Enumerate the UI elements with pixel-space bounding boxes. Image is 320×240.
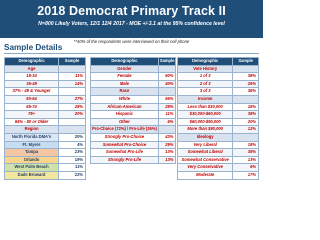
category-vote-history: Vote History [178, 65, 233, 73]
row-value [59, 88, 86, 96]
region-label: North Florida DMA's [5, 133, 59, 141]
report-title: 2018 Democrat Primary Track II [37, 4, 226, 18]
region-row [5, 133, 86, 141]
row-value [59, 118, 86, 126]
row-label: Very Liberal [178, 141, 233, 149]
row-label: Strongly Pro-Choice [91, 133, 159, 141]
row-value: 28% [59, 103, 86, 111]
table-row [5, 118, 86, 126]
report-header [0, 0, 263, 38]
row-value: 12% [233, 126, 259, 134]
row-label: 37% - 49 & Younger [5, 88, 59, 96]
category-row [91, 126, 176, 134]
row-value: 28% [158, 103, 176, 111]
cell-phone-note: **40% of the respondents were interviewed on their cell phone [73, 39, 190, 44]
table-row [91, 103, 176, 111]
row-label: 35-49 [5, 80, 59, 88]
region-row [5, 149, 86, 157]
vote-income-table [177, 57, 259, 180]
row-value: 36% [233, 88, 259, 96]
section-title: Sample Details [4, 43, 63, 52]
row-value: 11% [158, 111, 176, 119]
table-row [5, 95, 86, 103]
row-value: 20% [59, 111, 86, 119]
age-region-table [4, 57, 86, 180]
row-label: Male [91, 80, 159, 88]
row-label: Somewhat Pro-Choice [91, 141, 159, 149]
category-row [178, 95, 259, 103]
table-row [91, 141, 176, 149]
table-row [178, 171, 259, 179]
row-label: Hispanic [91, 111, 159, 119]
row-value: 43% [158, 133, 176, 141]
category-row [5, 126, 86, 134]
table-row [91, 95, 176, 103]
category-gender: Gender [91, 65, 159, 73]
category-income: Income [178, 95, 233, 103]
region-value: 20% [59, 133, 86, 141]
category-row [178, 133, 259, 141]
row-value: 40% [158, 80, 176, 88]
table-row [178, 126, 259, 134]
row-label: Somewhat Pro-Life [91, 149, 159, 157]
report-subtitle: N=800 Likely Voters, 12/1 12/4 2017 - MOE +/-3.1 at the 95% confidence level [38, 21, 225, 27]
row-label: Somewhat Liberal [178, 149, 233, 157]
region-row [5, 164, 86, 172]
row-label: Very Conservative [178, 164, 233, 172]
region-label: Ft. Myers [5, 141, 59, 149]
table-row [91, 156, 176, 164]
region-row [5, 156, 86, 164]
row-label: 18-34 [5, 73, 59, 81]
row-label: Female [91, 73, 159, 81]
table-row [178, 73, 259, 81]
category-row [5, 65, 86, 73]
category-region: Region [5, 126, 59, 134]
row-value: 56% [158, 95, 176, 103]
header-sample: Sample [233, 58, 259, 66]
table-row [178, 156, 259, 164]
category-race: Race [91, 88, 159, 96]
table-row [178, 164, 259, 172]
row-value: 38% [233, 149, 259, 157]
category-age: Age [5, 65, 59, 73]
category-row [91, 88, 176, 96]
row-value: 17% [233, 171, 259, 179]
region-value: 11% [59, 164, 86, 172]
region-value: 4% [59, 141, 86, 149]
region-row [5, 171, 86, 179]
table-header-row [5, 58, 86, 66]
region-value: 23% [59, 149, 86, 157]
category-choice: Pro-Choice (72%) / Pro-Life (26%) [91, 126, 159, 134]
row-label: African-American [91, 103, 159, 111]
row-value: 29% [158, 141, 176, 149]
table-row [5, 73, 86, 81]
row-label: $30,000-$60,000 [178, 111, 233, 119]
table-header-row [91, 58, 176, 66]
table-row [178, 149, 259, 157]
table-row [5, 80, 86, 88]
row-value: 11% [59, 73, 86, 81]
header-demographic: Demographic [178, 58, 233, 66]
table-row [91, 111, 176, 119]
header-demographic: Demographic [5, 58, 59, 66]
row-label: Moderate [178, 171, 233, 179]
section-divider [4, 53, 259, 54]
table-row [91, 118, 176, 126]
row-value: 6% [233, 164, 259, 172]
table-row [5, 88, 86, 96]
row-value: 27% [59, 95, 86, 103]
row-value: 20% [233, 118, 259, 126]
region-label: West Palm Beach [5, 164, 59, 172]
region-label: Dade Broward [5, 171, 59, 179]
row-value: 38% [233, 73, 259, 81]
region-label: Tampa [5, 149, 59, 157]
row-value: 14% [59, 80, 86, 88]
row-value: 38% [233, 111, 259, 119]
row-label: 50-64 [5, 95, 59, 103]
row-label: 65-74 [5, 103, 59, 111]
region-row [5, 141, 86, 149]
header-demographic: Demographic [91, 58, 159, 66]
table-row [178, 88, 259, 96]
row-label: 3 of 3 [178, 88, 233, 96]
table-row [91, 80, 176, 88]
row-value: 13% [233, 156, 259, 164]
row-label: White [91, 95, 159, 103]
table-row [91, 133, 176, 141]
row-label: Less than $30,000 [178, 103, 233, 111]
table-row [5, 103, 86, 111]
row-value: 26% [233, 80, 259, 88]
row-value: 13% [158, 156, 176, 164]
region-label: Orlando [5, 156, 59, 164]
category-row [91, 65, 176, 73]
row-label: 64% - 50 or Older [5, 118, 59, 126]
table-header-row [178, 58, 259, 66]
table-row [178, 111, 259, 119]
table-row [178, 80, 259, 88]
row-label: Somewhat Conservative [178, 156, 233, 164]
row-label: Other [91, 118, 159, 126]
row-label: $60,000-$90,000 [178, 118, 233, 126]
row-value: 13% [158, 149, 176, 157]
table-row [178, 103, 259, 111]
gender-race-table [90, 57, 176, 164]
row-value: 60% [158, 73, 176, 81]
region-value: 19% [59, 156, 86, 164]
row-value: 18% [233, 141, 259, 149]
header-sample: Sample [59, 58, 86, 66]
table-row [5, 111, 86, 119]
row-label: 1 of 3 [178, 73, 233, 81]
row-value: 15% [233, 103, 259, 111]
category-row [178, 65, 259, 73]
table-row [178, 118, 259, 126]
region-value: 22% [59, 171, 86, 179]
row-label: More than $90,000 [178, 126, 233, 134]
table-row [91, 73, 176, 81]
row-label: 2 of 3 [178, 80, 233, 88]
row-value: 6% [158, 118, 176, 126]
category-ideology: Ideology [178, 133, 233, 141]
header-sample: Sample [158, 58, 176, 66]
table-row [91, 149, 176, 157]
table-row [178, 141, 259, 149]
row-label: Strongly Pro-Life [91, 156, 159, 164]
row-label: 75+ [5, 111, 59, 119]
